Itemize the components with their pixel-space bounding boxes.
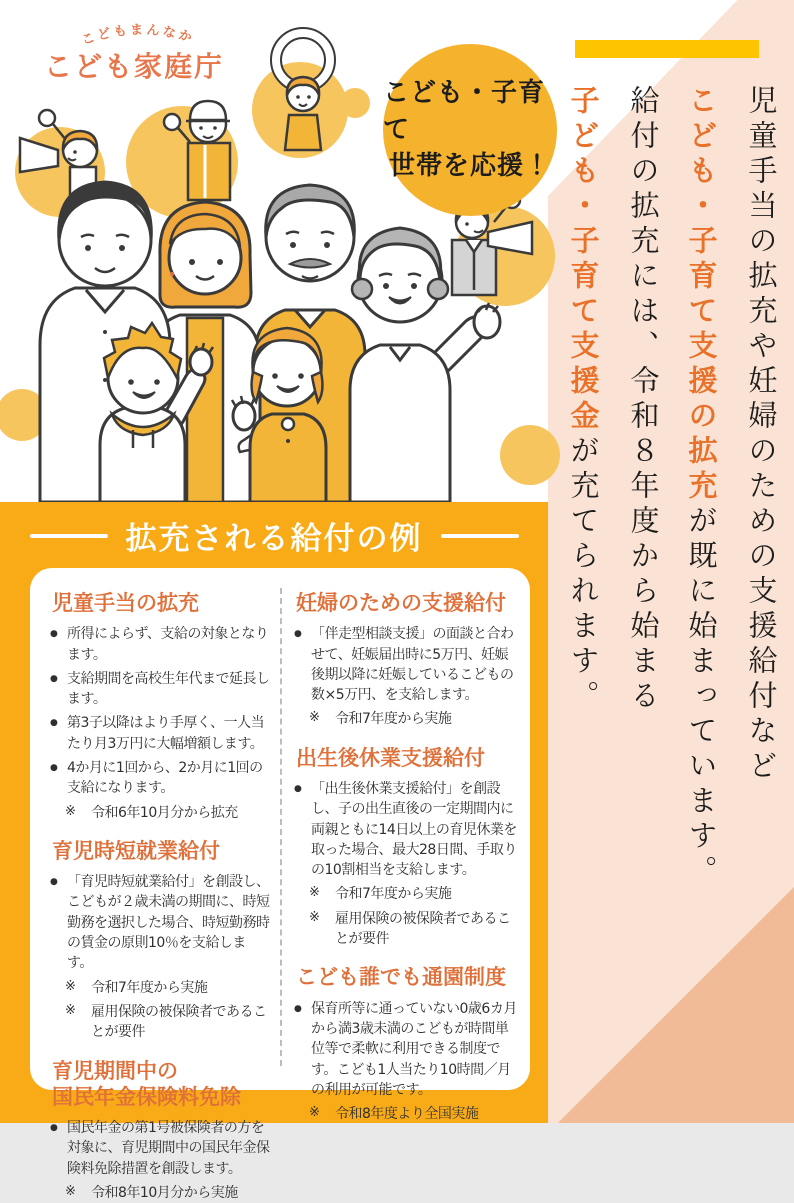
logo-tagline-text: こどもまんなか	[79, 22, 197, 49]
note-marker: ※	[65, 1183, 76, 1199]
headline-column-3	[627, 85, 659, 715]
benefits-panel	[0, 502, 548, 1201]
bullet-item	[50, 624, 270, 665]
support-bubble	[383, 44, 557, 216]
note-marker: ※	[309, 1105, 320, 1121]
bullet-item	[50, 758, 270, 799]
headline-sidebar	[548, 0, 794, 1123]
benefits-column-left	[38, 582, 280, 1201]
item-text: 雇用保険の被保険者であることが要件	[335, 910, 511, 948]
note-item	[50, 978, 270, 998]
bubble-line2: 世帯を応援！	[388, 151, 551, 182]
benefit-heading: 育児期間中の 国民年金保険料免除	[52, 1058, 241, 1109]
item-text: 令和6年10月分から拡充	[91, 804, 238, 821]
headline-highlight: こども・子育て支援の拡充	[684, 85, 719, 505]
bullet-item	[294, 624, 518, 705]
bullet-marker: ●	[294, 783, 302, 794]
sidebar-text	[548, 0, 794, 1123]
bullet-marker: ●	[294, 1003, 302, 1014]
headline-column-2	[685, 85, 717, 890]
panel-banner	[0, 502, 548, 558]
note-item	[294, 884, 518, 904]
benefits-box	[30, 568, 530, 1201]
item-text: 令和7年度から実施	[335, 886, 452, 903]
item-text: 4か月に1回から、2か月に1回の支給になります。	[67, 760, 263, 797]
agency-logo	[36, 18, 246, 84]
headline-column-4	[567, 85, 599, 715]
headline-text: が充てられます。	[566, 435, 601, 715]
item-text: 「伴走型相談支援」の面談と合わせて、妊娠届出時に5万円、妊娠後期以降に妊娠しているこどもの数×5万円、を支給します。	[311, 626, 514, 704]
item-text: 「出生後休業支援給付」を創設し、子の出生直後の一定期間内に両親ともに14日以上の育児休業を取った場合、最大28日間、手取りの10割相当を支給します。	[311, 780, 517, 879]
headline-column-1	[745, 85, 777, 785]
headline-text: が既に始まっています。	[684, 505, 719, 890]
benefit-section	[294, 745, 518, 950]
item-text: 国民年金の第1号被保険者の方を対象に、育児期間中の国民年金保険料免除措置を創設します。	[67, 1120, 270, 1177]
note-item	[294, 1104, 518, 1124]
bullet-marker: ●	[50, 673, 58, 684]
bullet-marker: ●	[50, 629, 58, 640]
bullet-item	[294, 779, 518, 880]
benefit-section	[50, 590, 270, 823]
banner-rule-right	[441, 534, 519, 538]
item-text: 所得によらず、支給の対象となります。	[67, 626, 269, 663]
note-marker: ※	[309, 885, 320, 901]
headline-text: 児童手当の拡充や妊婦のための支援給付など	[744, 85, 779, 785]
benefit-section	[294, 590, 518, 730]
note-marker: ※	[65, 978, 76, 994]
note-item	[294, 709, 518, 729]
item-text: 第3子以降はより手厚く、一人当たり月3万円に大幅増額します。	[67, 715, 265, 752]
benefit-heading: 出生後休業支援給付	[296, 745, 486, 770]
note-item	[50, 1002, 270, 1043]
bullet-item	[50, 713, 270, 754]
benefits-column-right	[282, 582, 524, 1123]
headline-text: 給付の拡充には、令和８年度から始まる	[626, 85, 661, 715]
bullet-item	[50, 872, 270, 973]
item-text: 令和8年度より全国実施	[335, 1106, 479, 1123]
bullet-marker: ●	[50, 763, 58, 774]
note-item	[50, 803, 270, 823]
bullet-marker: ●	[50, 718, 58, 729]
bullet-item	[50, 1118, 270, 1179]
note-item	[50, 1183, 270, 1203]
benefit-heading: 妊婦のための支援給付	[296, 591, 507, 615]
banner-title: 拡充される給付の例	[125, 521, 423, 557]
benefit-section	[50, 1058, 270, 1203]
note-marker: ※	[65, 803, 76, 819]
benefit-heading: 児童手当の拡充	[52, 591, 199, 615]
bullet-item	[50, 669, 270, 710]
benefit-section	[294, 964, 518, 1124]
note-marker: ※	[309, 909, 320, 925]
benefit-section	[50, 838, 270, 1043]
item-text: 令和7年度から実施	[335, 711, 452, 728]
bullet-item	[294, 999, 518, 1100]
banner-rule-left	[30, 534, 108, 538]
bullet-marker: ●	[294, 629, 302, 640]
item-text: 「育児時短就業給付」を創設し、こどもが２歳未満の期間に、時短勤務を選択した場合、時短勤務時の賃金の原則10％を支給します。	[67, 874, 270, 972]
bullet-marker: ●	[50, 1123, 58, 1134]
benefit-heading: こども誰でも通園制度	[296, 965, 507, 990]
logo-name-text: こども家庭庁	[44, 50, 225, 83]
item-text: 保育所等に通っていない0歳6カ月から満3歳未満のこどもが時間単位等で柔軟に利用できる制度です。こども1人当たり10時間／月の利用が可能です。	[311, 1000, 517, 1098]
item-text: 令和7年度から実施	[91, 979, 208, 996]
benefit-heading: 育児時短就業給付	[52, 838, 220, 863]
bubble-line1: こども・子育て	[383, 78, 546, 145]
note-marker: ※	[65, 1002, 76, 1018]
item-text: 支給期間を高校生年代まで延長します。	[67, 670, 270, 708]
item-text: 令和8年10月分から実施	[91, 1184, 238, 1201]
note-marker: ※	[309, 710, 320, 726]
headline-highlight: 子ども・子育て支援金	[566, 85, 601, 435]
note-item	[294, 909, 518, 950]
bullet-marker: ●	[50, 877, 58, 888]
item-text: 雇用保険の被保険者であることが要件	[91, 1003, 267, 1041]
